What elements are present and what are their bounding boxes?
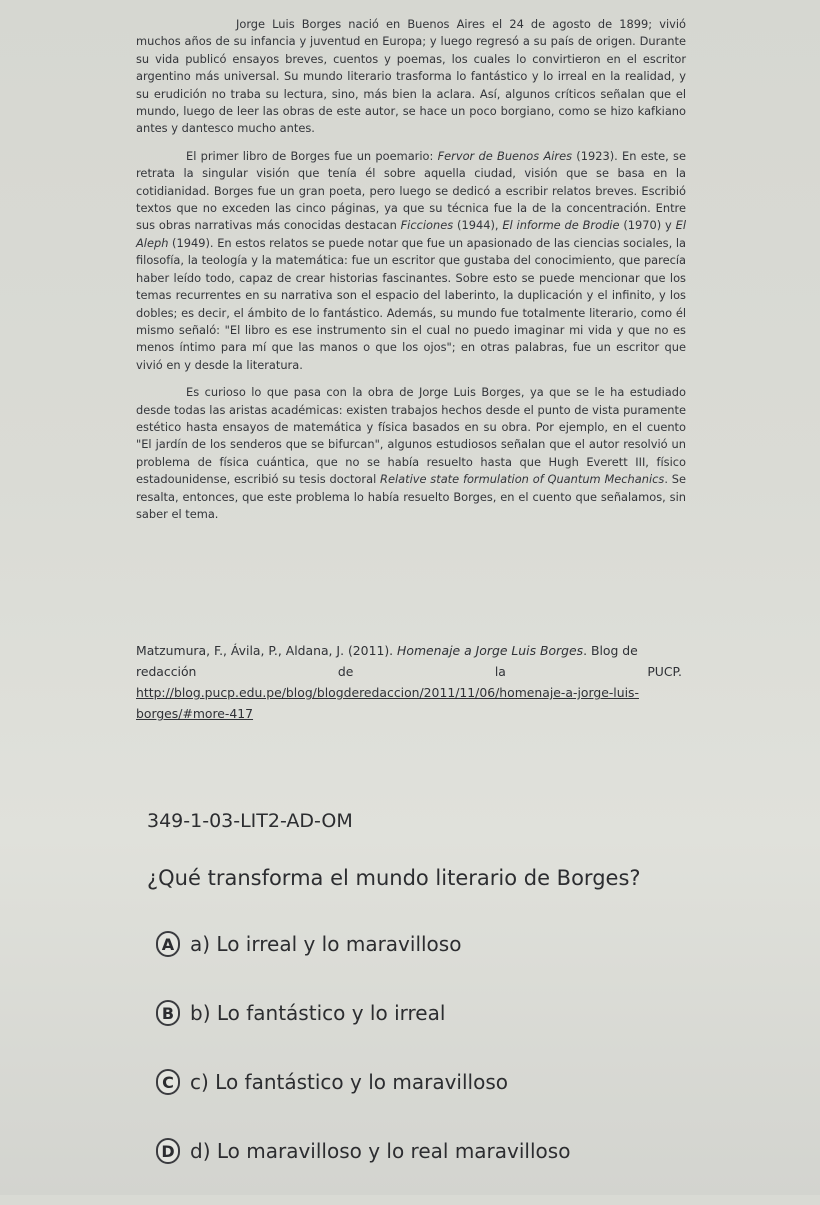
option-c-badge[interactable]: C [156,1069,180,1095]
option-d-badge[interactable]: D [156,1138,180,1164]
reference-word: redacción [136,664,197,679]
reference-blog-de: . Blog de [583,643,638,658]
option-d[interactable] [156,1136,570,1166]
thesis-title: Relative state formulation of Quantum Mechanics [380,472,665,487]
book-title-ficciones: Ficciones [400,218,454,233]
question-id: 349-1-03-LIT2-AD-OM [147,810,353,832]
p2-text-i: (1949). En estos relatos se puede notar que fue un apasionado de las ciencias sociales, la filosofía, la teología y la matemática: fue un escritor que gustaba del conocimiento, que parecía haber leído todo, capaz de crear historias fascinantes. Sobre esto se puede mencionar que los temas recurrentes en su narrativa son el espacio del laberinto, la duplicación y el infinito, y los dobles; es decir, el ámbito de lo fantástico. Además, su mundo fue totalmente literario, como él mismo señaló: "El libro es ese instrumento sin el cual no puedo imaginar mi vida y que no es menos íntimo para mí que las manos o que los ojos"; en otras palabras, fue un escritor que vivió en y desde la literatura. [136,235,686,372]
reference-url-link[interactable]: http://blog.pucp.edu.pe/blog/blogderedaccion/2011/11/06/homenaje-a-jorge-luis-borges/#more-417 [136,685,639,721]
answer-options [156,929,570,1205]
reference-word: PUCP. [647,664,682,679]
book-title-fervor: Fervor de Buenos Aires [437,148,573,163]
article-text [136,16,686,533]
p2-text-g: (1970) y [619,218,676,233]
option-a-badge[interactable]: A [156,931,180,957]
question-text: ¿Qué transforma el mundo literario de Borges? [147,866,641,890]
reference-authors: Matzumura, F., Ávila, P., Aldana, J. (2011). [136,643,398,658]
reference-url-line [136,682,696,724]
p3-text-a: Es curioso lo que pasa con la obra de Jorge Luis Borges, ya que se le ha estudiado desde todas las aristas académicas: existen trabajos hechos desde el punto de vista puramente estético hasta ensayos de matemática y física basados en su obra. Por ejemplo, en el cuento "El jardín de los senderos que se bifurcan", algunos estudiosos señalan que el autor resolvió un problema de física cuántica, que no se había resuelto hasta que Hugh Everett III, físico estadounidense, escribió su tesis doctoral [136,385,686,487]
paragraph-1-text: Jorge Luis Borges nació en Buenos Aires el 24 de agosto de 1899; vivió muchos años de su infancia y juventud en Europa; y luego regresó a su país de origen. Durante su vida publicó ensayos breves, cuentos y poemas, los cuales lo convirtieron en el escritor argentino más universal. Su mundo literario trasforma lo fantástico y lo irreal en la realidad, y su erudición no traba su lectura, sino, más bien la aclara. Así, algunos críticos señalan que el mundo, luego de leer las obras de este autor, se hace un poco borgiano, como se hizo kafkiano antes y dantesco mucho antes. [136,17,686,136]
option-b-badge[interactable]: B [156,1000,180,1026]
book-title-brodie: El informe de Brodie [502,218,620,233]
option-a[interactable] [156,929,570,959]
p2-text-a: El primer libro de Borges fue un poemario: [186,148,438,163]
option-d-text: d) Lo maravilloso y lo real maravilloso [190,1139,571,1163]
paragraph-1 [136,16,686,138]
option-c[interactable] [156,1067,570,1097]
p3-text-c: . Se resalta, entonces, que este problema lo había resuelto Borges, en el cuento que señalamos, sin saber el tema. [136,472,687,521]
reference-source-line [136,661,696,682]
paragraph-3 [136,384,686,523]
reference-title: Homenaje a Jorge Luis Borges [397,643,584,658]
option-a-text: a) Lo irreal y lo maravilloso [190,932,462,956]
reference-word: la [494,664,506,679]
reference-citation [136,640,696,661]
reference [136,640,696,724]
paragraph-2 [136,148,686,374]
option-b[interactable] [156,998,570,1028]
p2-text-e: (1944), [453,218,503,233]
book-title-aleph: El Aleph [136,218,686,250]
reference-word: de [337,664,354,679]
option-b-text: b) Lo fantástico y lo irreal [190,1001,446,1025]
p2-text-c: (1923). En este, se retrata la singular visión que tenía él sobre aquella ciudad, visión que se basa en la cotidianidad. Borges fue un gran poeta, pero luego se dedicó a escribir relatos breves. Escribió textos que no exceden las cinco páginas, ya que su técnica fue la de la concentración. Entre sus obras narrativas más conocidas destacan [136,148,686,233]
option-c-text: c) Lo fantástico y lo maravilloso [190,1070,508,1094]
